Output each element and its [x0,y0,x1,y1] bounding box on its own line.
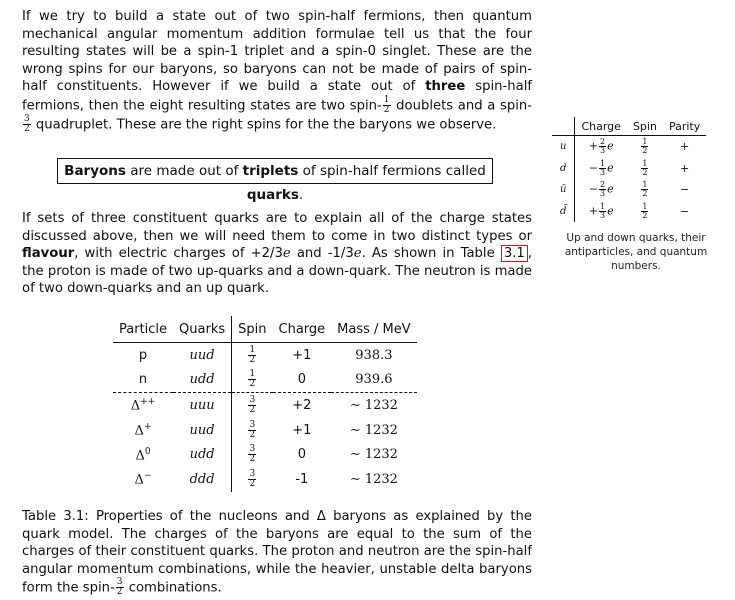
quarks-cell: ddd [173,467,232,492]
spin-cell: $\frac{3}{2}$ [249,468,256,489]
quark-parity-cell: + [679,161,690,175]
quarks-cell: udd [173,442,232,467]
quark-charge-cell: − $\frac{1}{3}$ e [588,158,614,177]
charge-cell: +1 [292,422,312,438]
mass-cell: ∼ 1232 [331,393,416,418]
quark-name-cell: u [552,136,575,158]
charge-cell: -1 [295,471,309,487]
spin-cell: $\frac{1}{2}$ [249,344,256,365]
baryon-properties-table [113,316,417,492]
table-row [113,467,417,492]
particle-cell: Δ+ [134,421,152,439]
quark-spin-cell: $\frac{1}{2}$ [642,158,648,177]
mass-cell: ∼ 1232 [349,447,398,463]
quark-charge-cell: − $\frac{2}{3}$ e [588,180,614,199]
mass-cell: 939.6 [355,372,393,388]
table-row [113,442,417,467]
flavour-bold: flavour [22,246,75,262]
particle-cell: n [138,372,148,388]
table-caption: Table 3.1: Properties of the nucleons and Δ baryons as explained by the quark model. The charges of the baryons are equal to the sum of the charges of their constituent quarks. The proton and neutron are the spin-half angular momentum combinations, while the heavier, unstable delta baryons form the spin- $\frac{3}{2}$ combinations. [22,509,532,598]
quarks-cell: uud [173,418,232,443]
side-col-header-charge: Charge [581,119,621,133]
side-col-header-parity: Parity [668,119,701,133]
para1-text: spin-half fermions, then the eight resulting states are two spin- [22,79,532,114]
quark-parity-cell: − [679,183,690,197]
mass-cell: 938.3 [355,347,393,363]
col-header-quarks: Quarks [173,316,232,343]
spin-cell: $\frac{1}{2}$ [249,369,256,390]
side-table-caption: Up and down quarks, their antiparticles, and quantum numbers. [564,232,708,272]
table-row [552,179,706,201]
quark-name-cell: d̄ [552,201,575,223]
particle-cell: p [138,347,148,363]
quark-name-cell: d [552,158,575,180]
quark-charge-cell: + $\frac{1}{3}$ e [588,201,614,220]
charge-cell: +1 [292,347,312,363]
table-row [113,418,417,443]
charge-cell: 0 [297,447,306,463]
quark-parity-cell: + [679,140,690,154]
para1-text: quadruplet. These are the right spins for the the baryons we observe. [31,117,497,133]
col-header-spin: Spin [238,321,267,337]
spin-cell: $\frac{3}{2}$ [232,393,273,418]
table-row [552,201,706,223]
para1-text: If we try to build a state out of two spin-half fermions, then quantum mechanical angular momentum addition formulae tell us that the four resulting states will be a spin-1 triplet and a spin-0 singlet. These are the wrong spins for our baryons, so baryons can not be made of pairs of spin-half constituents. However if we build a state out of [22,9,532,95]
para1-bold-three: three [425,79,466,95]
fraction-three-halves: $\frac{3}{2}$ [116,577,123,598]
table-row [113,343,417,368]
table-reference-link[interactable]: 3.1 [501,245,528,262]
col-header-mass: Mass / MeV [337,321,411,337]
table-row [113,368,417,393]
quark-spin-cell: $\frac{1}{2}$ [642,180,648,199]
fraction-one-half: $\frac{1}{2}$ [383,94,390,115]
quark-sidebar [548,117,724,273]
charge-cell: +2 [273,393,332,418]
particle-cell: Δ++ [113,393,173,418]
table-row [113,393,417,418]
quark-spin-cell: $\frac{1}{2}$ [642,137,648,156]
particle-cell: Δ− [134,471,152,488]
mass-cell: ∼ 1232 [349,422,398,438]
spin-cell: $\frac{3}{2}$ [249,444,256,465]
particle-cell: $\Delta^0$ [135,446,151,463]
charge-cell: 0 [297,372,306,388]
quark-parity-cell: − [679,204,690,218]
para1-text: doublets and a spin- [391,98,532,114]
quarks-cell: uud [173,343,232,368]
intro-paragraph [22,8,532,134]
quark-charge-cell: + $\frac{2}{3}$ e [588,137,614,156]
quark-spin-cell: $\frac{1}{2}$ [642,201,648,220]
quark-name-cell: ū [552,179,575,201]
spin-cell: $\frac{3}{2}$ [249,419,256,440]
quarks-cell: udd [173,368,232,393]
quarks-cell: uuu [173,393,232,418]
flavour-paragraph: If sets of three constituent quarks are to explain all of the charge states discussed above, then we will need them to come in two distinct types or flavour, with electric charges of +2/3e and -1/3e. As shown in Table 3.1 , the proton is made of two up-quarks and a down-quark. The neutron is made of two down-quarks and an up quark. [22,211,533,297]
key-statement-box: Baryons are made out of triplets of spin-half fermions called quarks. [57,158,493,184]
mass-cell: ∼ 1232 [349,471,398,487]
col-header-charge: Charge [278,321,326,337]
col-header-particle: Particle [119,321,168,337]
table-row [552,136,706,158]
quark-quantum-numbers-table [552,117,706,222]
table-row [552,158,706,180]
side-col-header-spin: Spin [632,119,657,133]
fraction-three-halves: $\frac{3}{2}$ [24,114,30,135]
